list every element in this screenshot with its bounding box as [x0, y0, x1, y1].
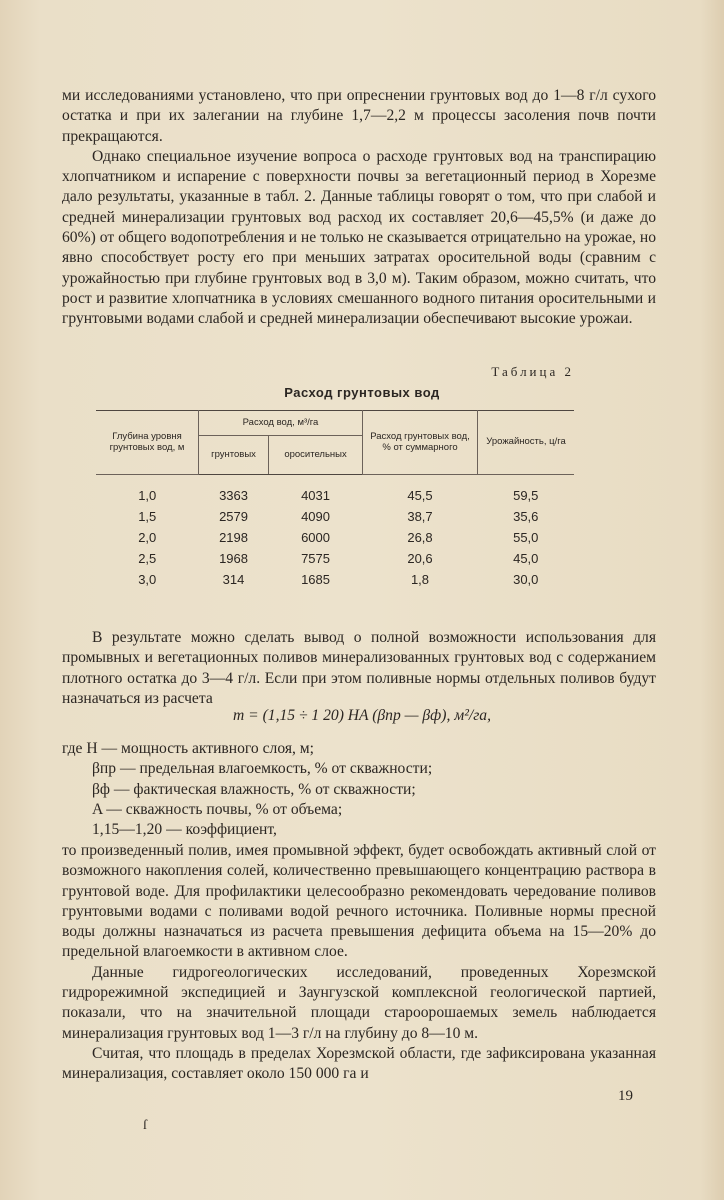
paragraph-groundwater-consumption: Однако специальное изучение вопроса о расходе грунтовых вод на транспирацию хлопчатником и испарение с поверхности почвы за вегетационный период в Хорезме дало результаты, указанные в табл. 2. Данные таблицы говорят о том, что при слабой и средней минерализации грунтовых вод расход их составляет 20,6—45,5% (и даже до 60%) от общего водопотребления и не только не сказывается отрицательно на урожае, но явно способствует росту его при меньших затратах оросительной воды (сравним с урожайностью при глубине грунтовых вод в 3,0 м). Таким образом, можно считать, что рост и развитие хлопчатника в условиях смешанного водного питания оросительными и грунтовыми водами слабой и средней минерализации обеспечивают высокие урожаи. [62, 147, 656, 328]
groundwater-table [96, 410, 574, 590]
margin-mark: ſ [143, 1118, 147, 1133]
formula-definitions [62, 739, 656, 840]
definition-h: где H — мощность активного слоя, м; [62, 740, 315, 757]
cell-ground: 314 [222, 572, 245, 587]
cell-irrig: 4031 [301, 488, 330, 503]
paragraph-conclusion: В результате можно сделать вывод о полной возможности использования для промывных и вегетационных поливов минерализованных грунтовых вод с содержанием плотного остатка до 3—4 г/л. Если при этом поливные нормы отдельных поливов будут назначаться из расчета [62, 629, 656, 707]
paragraph-continuation: ми исследованиями установлено, что при опреснении грунтовых вод до 1—8 г/л сухого остатка и при их залегании на глубине 1,7—2,2 м процессы засоления почв почти прекращаются. [62, 87, 656, 145]
cell-irrig: 7575 [301, 551, 330, 566]
definition-coefficient: 1,15—1,20 — коэффициент, [92, 821, 277, 839]
cell-ground: 2198 [219, 530, 248, 545]
bottom-text-block [62, 841, 656, 1085]
cell-pct: 45,5 [407, 488, 433, 503]
cell-depth: 2,5 [138, 551, 157, 566]
cell-yield: 45,0 [513, 551, 539, 566]
table-row [96, 548, 574, 569]
table-row [96, 569, 574, 590]
table-row [96, 506, 574, 527]
header-percent: Расход грунтовых вод, % от суммарного [363, 411, 478, 475]
irrigation-norm-formula: m = (1,15 ÷ 1 20) HA (βпр — βф), м²/га, [233, 707, 491, 724]
page-number: 19 [618, 1088, 633, 1104]
cell-yield: 55,0 [513, 530, 539, 545]
cell-yield: 35,6 [513, 509, 539, 524]
header-yield: Урожайность, ц/га [478, 411, 575, 475]
table-title: Расход грунтовых вод [284, 385, 440, 400]
table-row [96, 475, 574, 507]
table-row [96, 527, 574, 548]
header-irrigation: оросительных [269, 436, 363, 475]
cell-yield: 59,5 [513, 488, 539, 503]
cell-depth: 3,0 [138, 572, 157, 587]
table-caption: Таблица 2 [491, 364, 574, 379]
cell-pct: 26,8 [407, 530, 433, 545]
top-text-block [62, 86, 656, 330]
cell-ground: 3363 [219, 488, 248, 503]
cell-ground: 1968 [219, 551, 248, 566]
header-depth: Глубина уровня грунтовых вод, м [96, 411, 199, 475]
paragraph-after-formula: то произведенный полив, имея промывной эффект, будет освобождать активный слой от возможного накопления солей, количественно превышающего концентрацию раствора в грунтовой воде. Для профилактики целесообразно рекомендовать чередование поливов грунтовыми водами с поливами водой речного источника. Поливные нормы пресной воды должны назначаться из расчета превышения дефицита объема на 15—20% до предельной влагоемкости в активном слое. [62, 842, 656, 961]
definition-a: A — скважность почвы, % от объема; [92, 800, 343, 818]
cell-depth: 2,0 [138, 530, 157, 545]
cell-irrig: 6000 [301, 530, 330, 545]
definition-beta-pr: βпр — предельная влагоемкость, % от скважности; [92, 760, 433, 778]
paragraph-hydrogeology: Данные гидрогеологических исследований, проведенных Хорезмской гидрорежимной экспедицией и Заунгузской комплексной геологической партией, показали, что на значительной площади староорошаемых земель наблюдается минерализация грунтовых вод 1—3 г/л на глубину до 8—10 м. [62, 963, 656, 1042]
paragraph-khorezm-area: Считая, что площадь в пределах Хорезмской области, где зафиксирована указанная минерализация, составляет около 150 000 га и [62, 1044, 656, 1083]
cell-pct: 1,8 [410, 572, 430, 587]
header-consumption: Расход вод, м³/га [199, 411, 363, 436]
middle-text-block [62, 628, 656, 709]
cell-pct: 38,7 [407, 509, 433, 524]
cell-irrig: 4090 [301, 509, 330, 524]
header-groundwater: грунтовых [199, 436, 269, 475]
definition-beta-f: βф — фактическая влажность, % от скважности; [92, 780, 416, 798]
cell-depth: 1,0 [138, 488, 157, 503]
cell-ground: 2579 [219, 509, 248, 524]
cell-pct: 20,6 [407, 551, 433, 566]
cell-irrig: 1685 [301, 572, 330, 587]
cell-depth: 1,5 [138, 509, 157, 524]
cell-yield: 30,0 [513, 572, 539, 587]
